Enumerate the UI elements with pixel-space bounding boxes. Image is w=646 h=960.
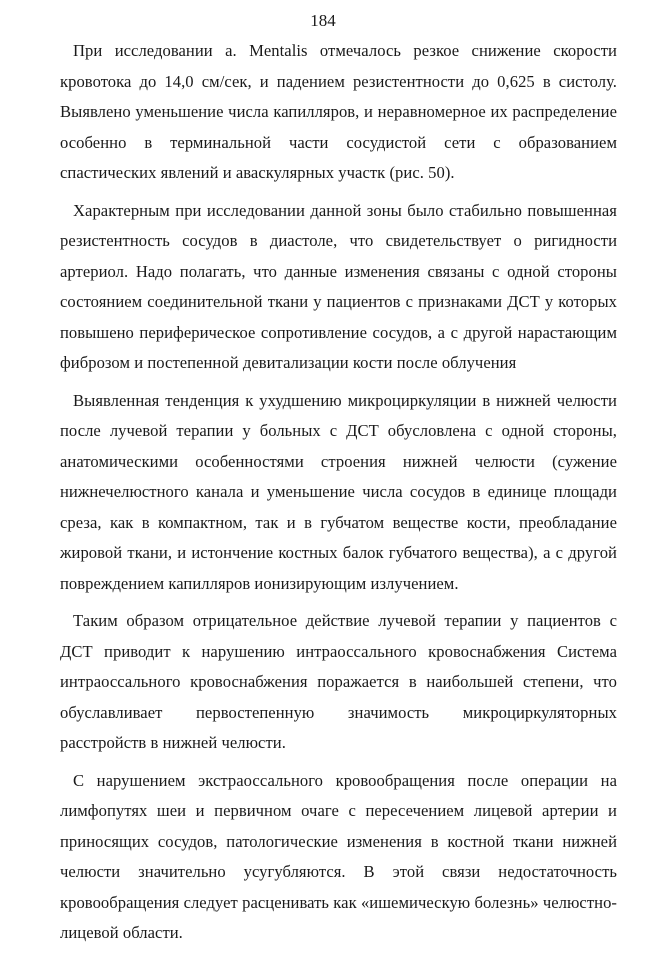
page-body — [60, 36, 617, 956]
page-number: 184 — [310, 11, 336, 30]
paragraph-2: Характерным при исследовании данной зоны было стабильно повышенная резистентность сосудов в диастоле, что свидетельствует о ригидности артериол. Надо полагать, что данные изменения связаны с одной стороны состоянием соединительной ткани у пациентов с признаками ДСТ у которых повышено периферическое сопротивление сосудов, а с другой нарастающим фиброзом и постепенной девитализации кости после облучения — [60, 200, 617, 372]
paragraph-1: При исследовании a. Mentalis отмечалось резкое снижение скорости кровотока до 14,0 см/сек, и падением резистентности до 0,625 в систолу. Выявлено уменьшение числа капилляров, и неравномерное их распределение особенно в терминальной части сосудистой сети с образованием спастических явлений и аваскулярных участк (рис. 50). — [60, 41, 617, 182]
paragraph-5: С нарушением экстраоссального кровообращения после операции на лимфопутях шеи и первичном очаге с пересечением лицевой артерии и приносящих сосудов, патологические изменения в костной ткани нижней челюсти значительно усугубляются. В этой связи недостаточность кровообращения следует расценивать как «ишемическую болезнь» челюстно-лицевой области. — [60, 770, 617, 942]
paragraph-3: Выявленная тенденция к ухудшению микроциркуляции в нижней челюсти после лучевой терапии у больных с ДСТ обусловлена с одной стороны, анатомическими особенностями строения нижней челюсти (сужение нижнечелюстного канала и уменьшение числа сосудов в единице площади среза, как в компактном, так и в губчатом веществе кости, преобладание жировой ткани, и истончение костных балок губчатого вещества), а с другой повреждением капилляров ионизирующим излучением. — [60, 390, 617, 593]
paragraph-4: Таким образом отрицательное действие лучевой терапии у пациентов с ДСТ приводит к нарушению интраоссального кровоснабжения Система интраоссального кровоснабжения поражается в наибольшей степени, что обуславливает первостепенную значимость микроциркуляторных расстройств в нижней челюсти. — [60, 611, 617, 752]
